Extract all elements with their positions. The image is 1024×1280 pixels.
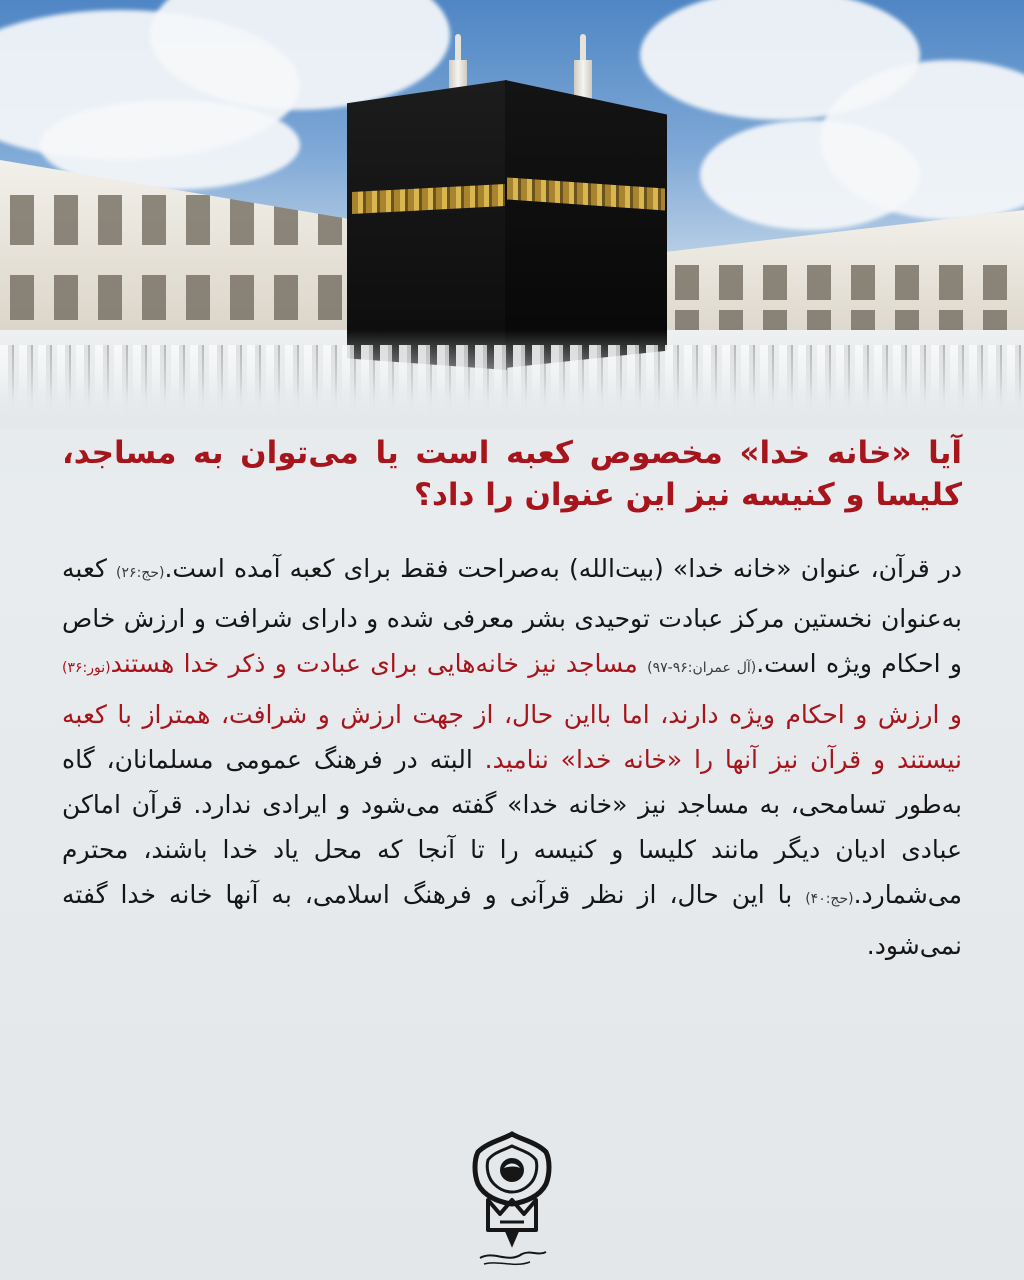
highlighted-sentence: مساجد نیز خانه‌هایی برای عبادت و ذکر خدا هستند [110, 649, 648, 679]
paragraph-text: با این حال، از نظر قرآنی و فرهنگ اسلامی، به آنها خانه خدا گفته نمی‌شود. [62, 880, 962, 960]
paragraph-text: کعبه به‌عنوان نخستین مرکز عبادت توحیدی بشر معرفی شده و دارای شرافت و ارزش خاص و احکام ویژه است. [62, 554, 962, 679]
paragraph-text: البته در فرهنگ عمومی مسلمانان، گاه به‌طور تسامحی، به مساجد نیز «خانه خدا» گفته می‌شود و ایرادی ندارد. قرآن اماکن عبادی ادیان دیگر مانند کلیسا و کنیسه را تا آنجا که محل یاد خدا باشند، محترم می‌شمارد. [62, 744, 962, 910]
verse-reference: (نور:۳۶) [62, 660, 111, 677]
verse-reference: (حج:۴۰) [805, 891, 854, 908]
verse-reference: (آل عمران:۹۶-۹۷) [647, 660, 757, 677]
paragraph-text: در قرآن، عنوان «خانه خدا» (بیت‌الله) به‌صراحت فقط برای کعبه آمده است. [164, 554, 963, 583]
body-text [62, 546, 962, 968]
highlighted-sentence: و ارزش و احکام ویژه دارند، اما بااین حال، از جهت ارزش و شرافت، همتراز با کعبه نیستند و قرآن نیز آنها را «خانه خدا» ننامید. [62, 699, 962, 774]
kaaba-photo [0, 0, 1024, 430]
kaaba-front-face [347, 80, 507, 370]
cloud [700, 120, 920, 230]
photo-fade [0, 330, 1024, 430]
institute-emblem-icon [470, 1130, 554, 1270]
kaaba-side-face [505, 80, 667, 368]
page-title: آیا «خانه خدا» مخصوص کعبه است یا می‌توان به مساجد، کلیسا و کنیسه نیز این عنوان را داد؟ [62, 435, 962, 513]
verse-reference: (حج:۲۶) [116, 565, 165, 581]
